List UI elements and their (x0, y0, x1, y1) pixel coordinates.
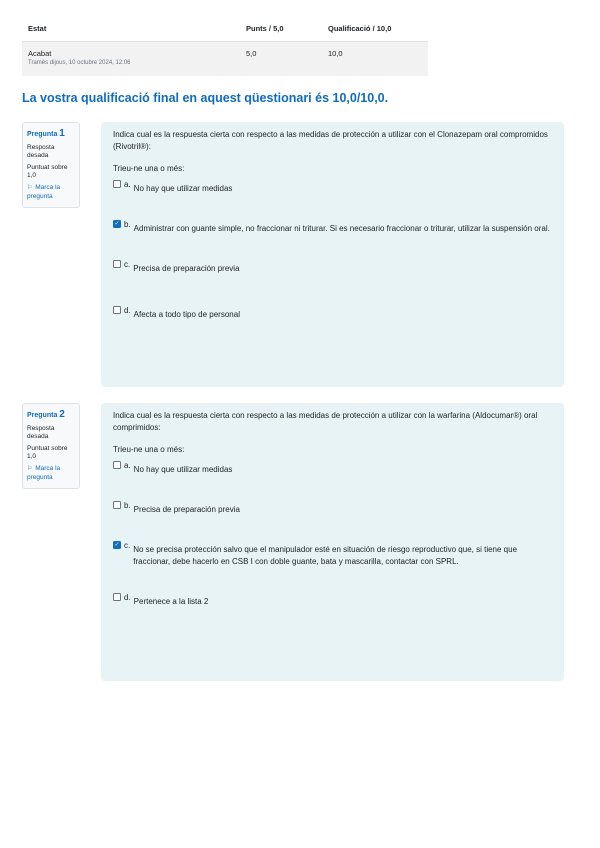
summary-header-row (22, 16, 428, 42)
attempt-state (22, 49, 246, 66)
header-grade: Qualificació / 10,0 (328, 24, 392, 33)
question-content-2 (101, 403, 564, 681)
answer-checkbox[interactable] (113, 501, 121, 509)
question-label: Pregunta (27, 412, 58, 419)
answer-prompt: Trieu-ne una o més: (113, 445, 185, 454)
answer-checkbox-checked[interactable]: ✓ (114, 542, 120, 548)
question-number-value: 2 (59, 409, 65, 420)
answer-letter: c. (124, 260, 131, 269)
question-number (27, 409, 75, 422)
answer-prompt: Trieu-ne una o més: (113, 164, 185, 173)
question-state: Resposta desada (27, 424, 55, 440)
answer-option-a[interactable] (113, 460, 552, 476)
attempt-submitted-date: Tramès dijous, 10 octubre 2024, 12:06 (28, 60, 131, 66)
question-label: Pregunta (27, 131, 58, 138)
question-number (27, 128, 75, 141)
answer-letter: c. (124, 541, 131, 550)
flag-question-label: Marca la pregunta (27, 184, 61, 200)
question-info-2 (22, 403, 80, 489)
attempt-grade: 10,0 (328, 49, 343, 58)
answer-text: Afecta a todo tipo de personal (133, 310, 240, 319)
answer-option-c[interactable] (113, 259, 552, 275)
question-text: Indica cual es la respuesta cierta con respecto a las medidas de protección a utilizar con el Clonazepam oral compromidos (Rivotril®): (113, 130, 548, 151)
answer-text: No se precisa protección salvo que el manipulador esté en situación de riesgo reproductivo que, si tiene que fraccionar, debe hacerlo en CSB I con doble guante, bata y mascarilla, contactar con SPRL. (133, 545, 518, 566)
answer-option-b[interactable] (113, 219, 552, 235)
question-state: Resposta desada (27, 143, 55, 159)
answer-checkbox[interactable] (113, 260, 121, 268)
answer-checkbox-checked[interactable]: ✓ (114, 221, 120, 227)
answer-option-c[interactable] (113, 540, 552, 568)
flag-icon: ⚐ (27, 185, 33, 191)
answer-letter: d. (124, 593, 131, 602)
question-max-grade: Puntuat sobre 1,0 (27, 444, 68, 460)
answer-letter: a. (124, 461, 131, 470)
header-points: Punts / 5,0 (246, 24, 284, 33)
attempt-state-value: Acabat (28, 49, 52, 58)
answer-checkbox[interactable] (113, 593, 121, 601)
answer-letter: a. (124, 180, 131, 189)
answer-option-b[interactable] (113, 500, 552, 516)
flag-icon: ⚐ (27, 466, 33, 472)
answer-letter: b. (124, 220, 131, 229)
answer-text: No hay que utilizar medidas (133, 184, 233, 193)
answer-option-d[interactable] (113, 592, 552, 608)
attempt-points: 5,0 (246, 49, 257, 58)
answer-text: Precisa de preparación previa (133, 505, 240, 514)
flag-question-link[interactable] (27, 465, 75, 482)
answer-checkbox[interactable] (113, 180, 121, 188)
answer-letter: d. (124, 306, 131, 315)
header-state: Estat (28, 24, 47, 33)
question-max-grade: Puntuat sobre 1,0 (27, 163, 68, 179)
answer-option-d[interactable] (113, 305, 552, 321)
flag-question-link[interactable] (27, 184, 75, 201)
final-grade-heading: La vostra qualificació final en aquest qüestionari és 10,0/10,0. (22, 91, 389, 105)
answer-letter: b. (124, 501, 131, 510)
answer-option-a[interactable] (113, 179, 552, 195)
flag-question-label: Marca la pregunta (27, 465, 61, 481)
answer-text: Precisa de preparación previa (133, 264, 240, 273)
question-text: Indica cual es la respuesta cierta con respecto a las medidas de protección a utilizar con la warfarina (Aldocumar®) oral comprimidos: (113, 411, 538, 432)
attempt-summary-table (22, 16, 428, 76)
question-info-1 (22, 122, 80, 208)
question-content-1 (101, 122, 564, 387)
answer-checkbox[interactable] (113, 306, 121, 314)
answer-checkbox[interactable] (113, 461, 121, 469)
answer-text: Administrar con guante simple, no fraccionar ni triturar. Si es necesario fraccionar o triturar, utilizar la suspensión oral. (133, 224, 550, 233)
answer-text: No hay que utilizar medidas (133, 465, 233, 474)
answer-text: Pertenece a la lista 2 (133, 597, 209, 606)
question-number-value: 1 (59, 128, 65, 139)
summary-row (22, 42, 428, 76)
